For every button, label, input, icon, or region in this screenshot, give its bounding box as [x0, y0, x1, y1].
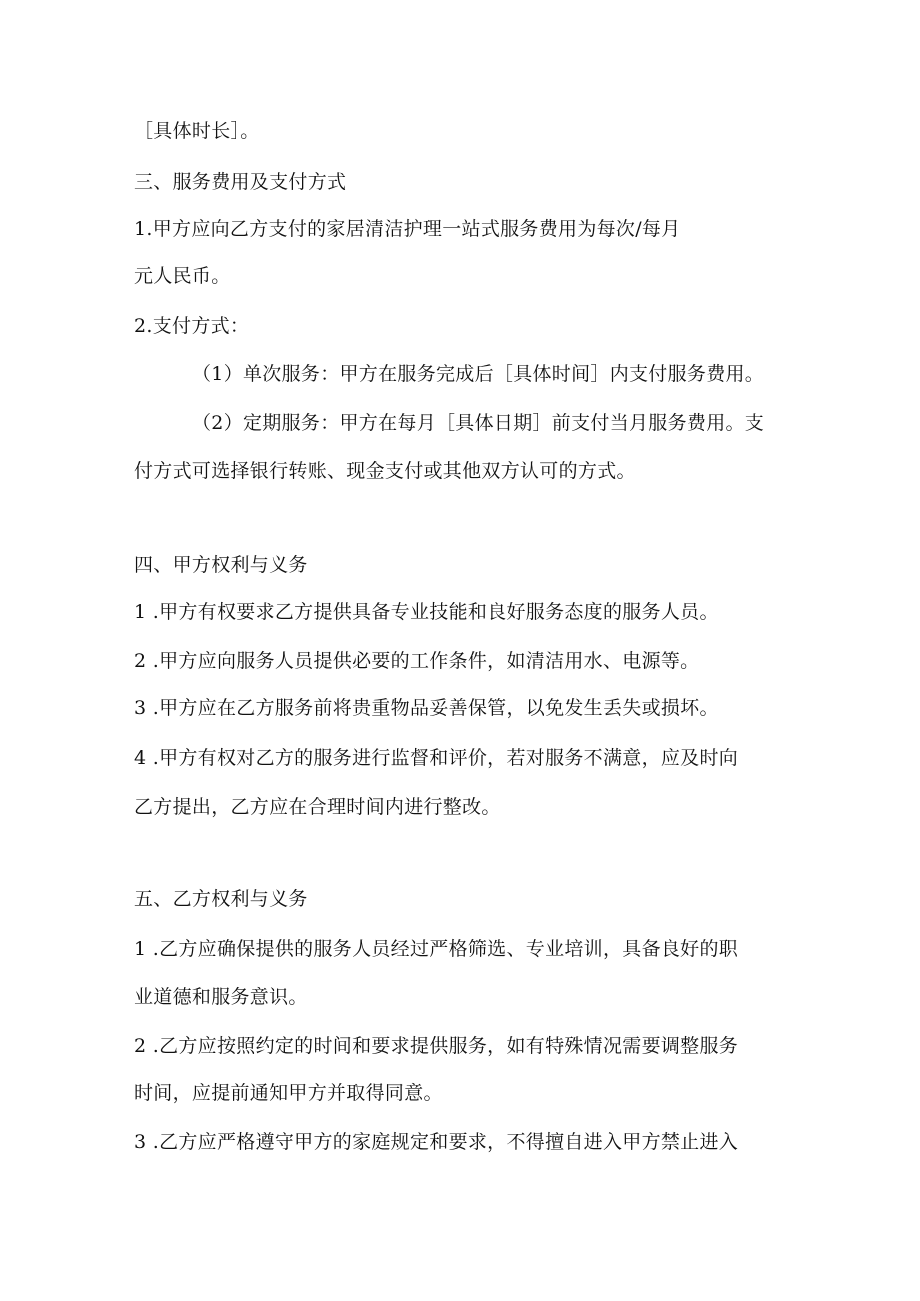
text-line: 1 .甲方有权要求乙方提供具备专业技能和良好服务态度的服务人员。	[134, 601, 719, 623]
section-heading: 五、乙方权利与义务	[134, 888, 308, 910]
text-line: 4 .甲方有权对乙方的服务进行监督和评价，若对服务不满意，应及时向	[134, 747, 739, 769]
section-heading: 四、甲方权利与义务	[134, 554, 308, 576]
text-line: 2 .甲方应向服务人员提供必要的工作条件，如清洁用水、电源等。	[134, 650, 700, 672]
text-line: 业道德和服务意识。	[134, 986, 308, 1008]
text-line: 3 .甲方应在乙方服务前将贵重物品妥善保管，以免发生丢失或损坏。	[134, 697, 719, 719]
text-line: 2.支付方式：	[134, 315, 250, 337]
text-line: 2 .乙方应按照约定的时间和要求提供服务，如有特殊情况需要调整服务	[134, 1035, 739, 1057]
section-heading: 三、服务费用及支付方式	[134, 171, 347, 193]
text-line: 1 .乙方应确保提供的服务人员经过严格筛选、专业培训，具备良好的职	[134, 938, 739, 960]
text-line: 1.甲方应向乙方支付的家居清洁护理一站式服务费用为每次/每月	[134, 218, 681, 240]
text-line: （2）定期服务：甲方在每月［具体日期］前支付当月服务费用。支	[192, 412, 765, 434]
text-line: ［具体时长］。	[134, 120, 260, 142]
text-line: 时间，应提前通知甲方并取得同意。	[134, 1082, 443, 1104]
text-line: （1）单次服务：甲方在服务完成后［具体时间］内支付服务费用。	[192, 363, 765, 385]
text-line: 乙方提出，乙方应在合理时间内进行整改。	[134, 796, 501, 818]
text-line: 付方式可选择银行转账、现金支付或其他双方认可的方式。	[134, 460, 636, 482]
text-line: 3 .乙方应严格遵守甲方的家庭规定和要求，不得擅自进入甲方禁止进入	[134, 1131, 739, 1153]
text-line: 元人民币。	[134, 265, 231, 287]
